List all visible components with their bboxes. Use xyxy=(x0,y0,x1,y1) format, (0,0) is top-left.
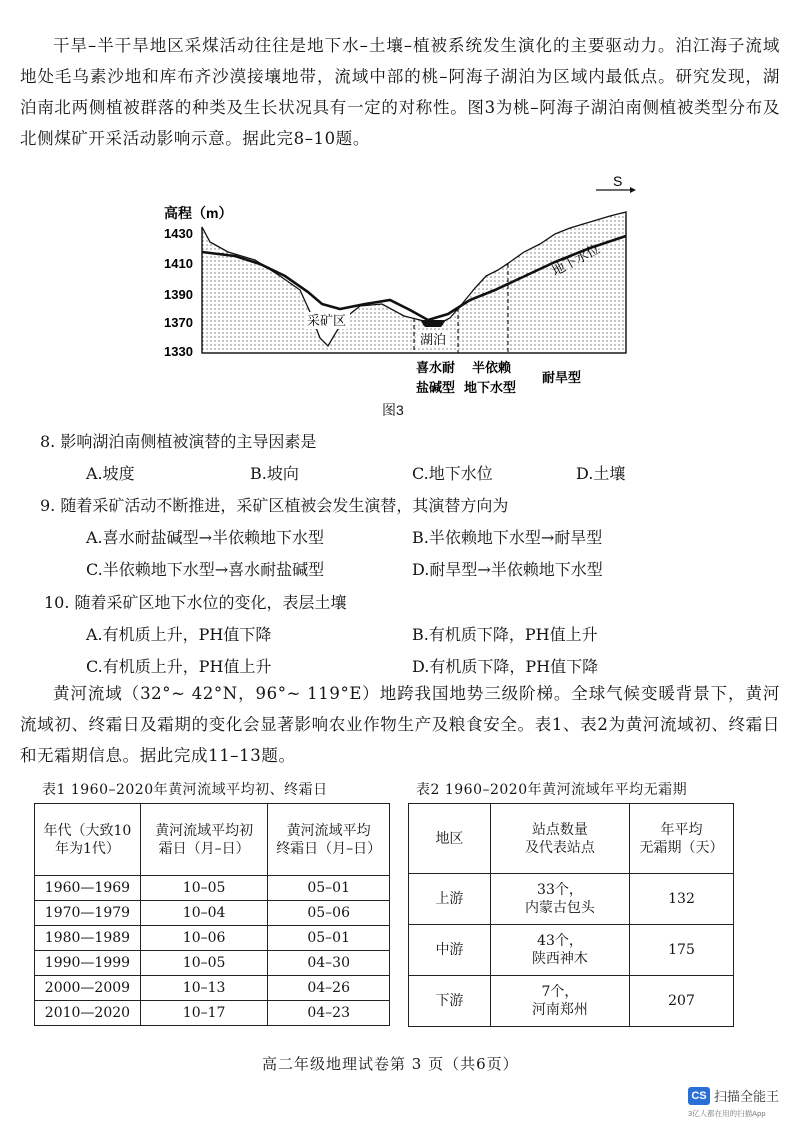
q10-option-d: D.有机质下降，PH值下降 xyxy=(412,657,599,676)
table-cell: 中游 xyxy=(409,925,491,976)
table-2-header-1: 地区 xyxy=(409,804,491,874)
question-9: 9. 随着采矿活动不断推进，采矿区植被会发生演替，其演替方向为 xyxy=(40,496,509,515)
groundwater-label: 地下水位 xyxy=(549,240,603,279)
zone-1-label-line2: 盐碱型 xyxy=(416,380,456,395)
table-1 xyxy=(34,803,390,1026)
table-cell: 2010—2020 xyxy=(35,1001,141,1026)
q8-option-d: D.土壤 xyxy=(576,464,626,483)
figure-3-cross-section xyxy=(150,172,650,412)
table-cell: 10–06 xyxy=(140,926,268,951)
q8-option-a: A.坡度 xyxy=(86,464,135,483)
table-2-header-2: 站点数量 及代表站点 xyxy=(490,804,629,874)
y-tick-1390: 1390 xyxy=(164,287,193,302)
table-cell: 10–04 xyxy=(140,901,268,926)
table-cell: 175 xyxy=(630,925,734,976)
table-cell: 7个， 河南郑州 xyxy=(490,976,629,1027)
zone-1-label-line1: 喜水耐 xyxy=(416,360,456,375)
table-2-header-3: 年平均 无霜期（天） xyxy=(630,804,734,874)
zone-2-label-line2: 地下水型 xyxy=(464,380,517,395)
table-cell: 1980—1989 xyxy=(35,926,141,951)
table-row xyxy=(35,976,390,1001)
table-cell: 05–01 xyxy=(268,926,390,951)
table-row xyxy=(409,925,734,976)
figure-caption: 图3 xyxy=(382,402,404,418)
q9-option-a: A.喜水耐盐碱型→半依赖地下水型 xyxy=(86,528,325,547)
y-axis-label: 高程（m） xyxy=(164,205,233,221)
y-tick-1410: 1410 xyxy=(164,256,193,271)
zone-3-label: 耐旱型 xyxy=(542,370,582,385)
table-cell: 1960—1969 xyxy=(35,876,141,901)
table-cell: 10–13 xyxy=(140,976,268,1001)
table-cell: 43个， 陕西神木 xyxy=(490,925,629,976)
table-cell: 04–26 xyxy=(268,976,390,1001)
table-1-header-2: 黄河流域平均初 霜日（月–日） xyxy=(140,804,268,876)
table-cell: 2000—2009 xyxy=(35,976,141,1001)
table-cell: 1990—1999 xyxy=(35,951,141,976)
scanner-tagline: 3亿人都在用的扫描App xyxy=(688,1109,766,1118)
table-cell: 04–23 xyxy=(268,1001,390,1026)
table-cell: 33个， 内蒙古包头 xyxy=(490,874,629,925)
table-row xyxy=(35,951,390,976)
mining-area-label: 采矿区 xyxy=(307,313,347,328)
y-tick-1430: 1430 xyxy=(164,226,193,241)
q10-option-a: A.有机质上升，PH值下降 xyxy=(86,625,272,644)
table-cell: 05–06 xyxy=(268,901,390,926)
table-row xyxy=(409,976,734,1027)
table-cell: 1970—1979 xyxy=(35,901,141,926)
table-1-header-3: 黄河流域平均 终霜日（月–日） xyxy=(268,804,390,876)
zone-2-label-line1: 半依赖 xyxy=(472,360,512,375)
table-row xyxy=(35,901,390,926)
page-footer: 高二年级地理试卷第 3 页（共6页） xyxy=(262,1055,519,1073)
table-cell: 132 xyxy=(630,874,734,925)
table-2 xyxy=(408,803,734,1027)
table-cell: 下游 xyxy=(409,976,491,1027)
direction-label: S xyxy=(613,173,623,189)
table-cell: 04–30 xyxy=(268,951,390,976)
question-8: 8. 影响湖泊南侧植被演替的主导因素是 xyxy=(40,432,317,451)
terrain-profile xyxy=(202,212,626,353)
scanner-watermark xyxy=(688,1083,792,1123)
lake-label: 湖泊 xyxy=(420,332,447,347)
table-cell: 10–05 xyxy=(140,951,268,976)
q10-option-c: C.有机质上升，PH值上升 xyxy=(86,657,272,676)
intro-paragraph-2: 黄河流域（32°~ 42°N，96°~ 119°E）地跨我国地势三级阶梯。全球气候变暖背景下，黄河流域初、终霜日及霜期的变化会显著影响农业作物生产及粮食安全。表1、表2为黄河流域初、终霜日和无霜期信息。据此完成11–13题。 xyxy=(20,684,780,765)
q9-option-b: B.半依赖地下水型→耐旱型 xyxy=(412,528,603,547)
table-cell: 10–17 xyxy=(140,1001,268,1026)
table-cell: 207 xyxy=(630,976,734,1027)
table-cell: 上游 xyxy=(409,874,491,925)
table-1-caption: 表1 1960–2020年黄河流域平均初、终霜日 xyxy=(42,782,328,798)
table-1-header-1: 年代（大致10 年为1代） xyxy=(35,804,141,876)
table-row xyxy=(35,1001,390,1026)
table-row xyxy=(35,876,390,901)
q8-option-b: B.坡向 xyxy=(250,464,299,483)
table-row xyxy=(409,874,734,925)
q10-option-b: B.有机质下降，PH值上升 xyxy=(412,625,598,644)
table-row xyxy=(35,926,390,951)
table-cell: 10–05 xyxy=(140,876,268,901)
camscanner-logo-icon: CS xyxy=(688,1087,710,1105)
y-tick-1330: 1330 xyxy=(164,344,193,359)
y-tick-1370: 1370 xyxy=(164,315,193,330)
table-cell: 05–01 xyxy=(268,876,390,901)
question-10: 10. 随着采矿区地下水位的变化，表层土壤 xyxy=(44,593,347,612)
q9-option-d: D.耐旱型→半依赖地下水型 xyxy=(412,560,603,579)
intro-paragraph-1: 干旱–半干旱地区采煤活动往往是地下水–土壤–植被系统发生演化的主要驱动力。泊江海子流域地处毛乌素沙地和库布齐沙漠接壤地带，流域中部的桃–阿海子湖泊为区域内最低点。研究发现，湖泊南北两侧植被群落的种类及生长状况具有一定的对称性。图3为桃–阿海子湖泊南侧植被类型分布及北侧煤矿开采活动影响示意。据此完8–10题。 xyxy=(20,36,780,148)
q8-option-c: C.地下水位 xyxy=(412,464,493,483)
table-2-caption: 表2 1960–2020年黄河流域年平均无霜期 xyxy=(416,782,688,798)
q9-option-c: C.半依赖地下水型→喜水耐盐碱型 xyxy=(86,560,325,579)
scanner-app-name: 扫描全能王 xyxy=(714,1089,780,1104)
